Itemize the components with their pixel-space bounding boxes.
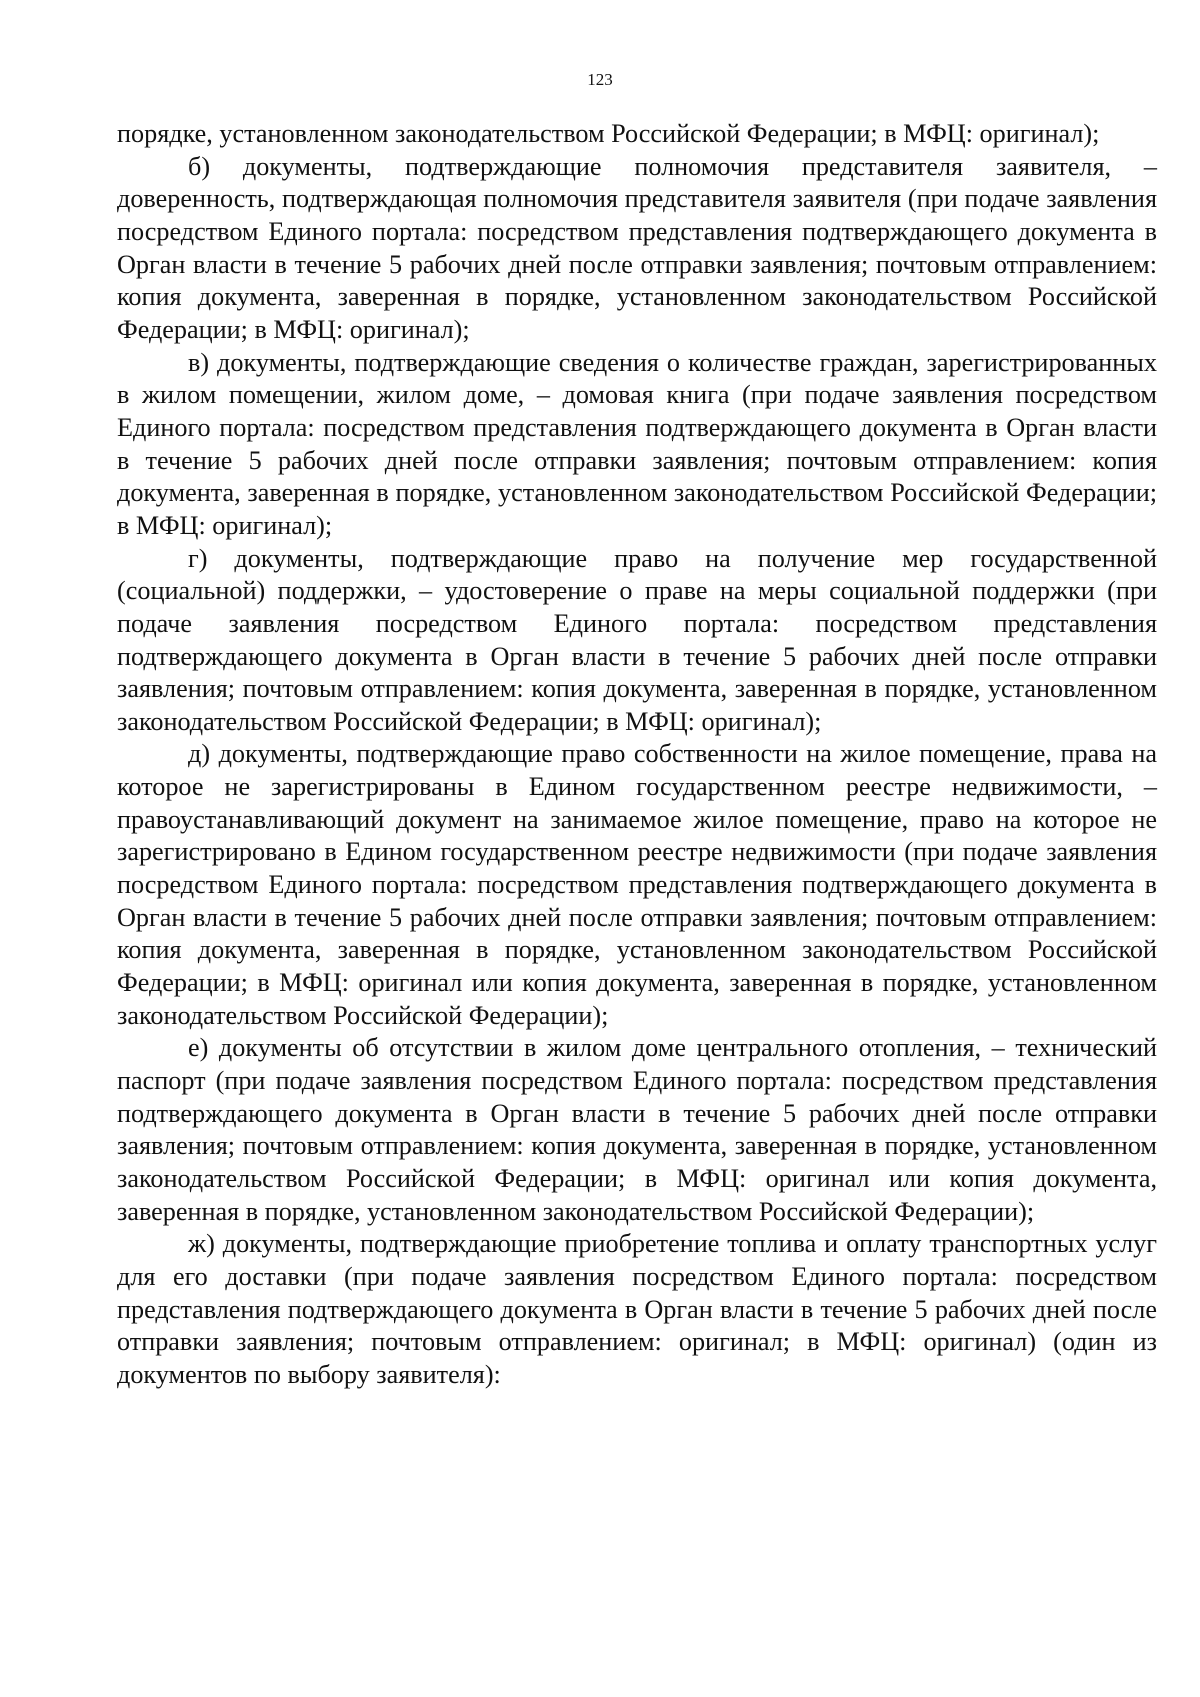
paragraph-item-g: г) документы, подтверждающие право на получение мер государственной (социальной) поддержки, – удостоверение о праве на меры социальной поддержки (при подаче заявления посредством Единого портала: посредством представления подтверждающего документа в Орган власти в течение 5 рабочих дней после отправки заявления; почтовым отправлением: копия документа, заверенная в порядке, установленном законодательством Российской Федерации; в МФЦ: оригинал); — [117, 543, 1157, 736]
document-body — [117, 118, 1157, 1392]
page-number: 123 — [587, 70, 613, 89]
paragraph-continuation: порядке, установленном законодательством Российской Федерации; в МФЦ: оригинал); — [117, 119, 1100, 148]
paragraph-item-b: б) документы, подтверждающие полномочия представителя заявителя, – доверенность, подтверждающая полномочия представителя заявителя (при подаче заявления посредством Единого портала: посредством представления подтверждающего документа в Орган власти в течение 5 рабочих дней после отправки заявления; почтовым отправлением: копия документа, заверенная в порядке, установленном законодательством Российской Федерации; в МФЦ: оригинал); — [117, 151, 1157, 344]
paragraph-item-e: е) документы об отсутствии в жилом доме центрального отопления, – технический паспорт (при подаче заявления посредством Единого портала: посредством представления подтверждающего документа в Орган власти в течение 5 рабочих дней после отправки заявления; почтовым отправлением: копия документа, заверенная в порядке, установленном законодательством Российской Федерации; в МФЦ: оригинал или копия документа, заверенная в порядке, установленном законодательством Российской Федерации); — [117, 1033, 1157, 1226]
paragraph-item-v: в) документы, подтверждающие сведения о количестве граждан, зарегистрированных в жилом помещении, жилом доме, – домовая книга (при подаче заявления посредством Единого портала: посредством представления подтверждающего документа в Орган власти в течение 5 рабочих дней после отправки заявления; почтовым отправлением: копия документа, заверенная в порядке, установленном законодательством Российской Федерации; в МФЦ: оригинал); — [117, 347, 1157, 540]
paragraph-item-zh: ж) документы, подтверждающие приобретение топлива и оплату транспортных услуг для его доставки (при подаче заявления посредством Единого портала: посредством представления подтверждающего документа в Орган власти в течение 5 рабочих дней после отправки заявления; почтовым отправлением: оригинал; в МФЦ: оригинал) (один из документов по выбору заявителя): — [117, 1229, 1157, 1389]
paragraph-item-d: д) документы, подтверждающие право собственности на жилое помещение, права на которое не зарегистрированы в Едином государственном реестре недвижимости, – правоустанавливающий документ на занимаемое жилое помещение, право на которое не зарегистрировано в Едином государственном реестре недвижимости (при подаче заявления посредством Единого портала: посредством представления подтверждающего документа в Орган власти в течение 5 рабочих дней после отправки заявления; почтовым отправлением: копия документа, заверенная в порядке, установленном законодательством Российской Федерации; в МФЦ: оригинал или копия документа, заверенная в порядке, установленном законодательством Российской Федерации); — [117, 739, 1157, 1030]
